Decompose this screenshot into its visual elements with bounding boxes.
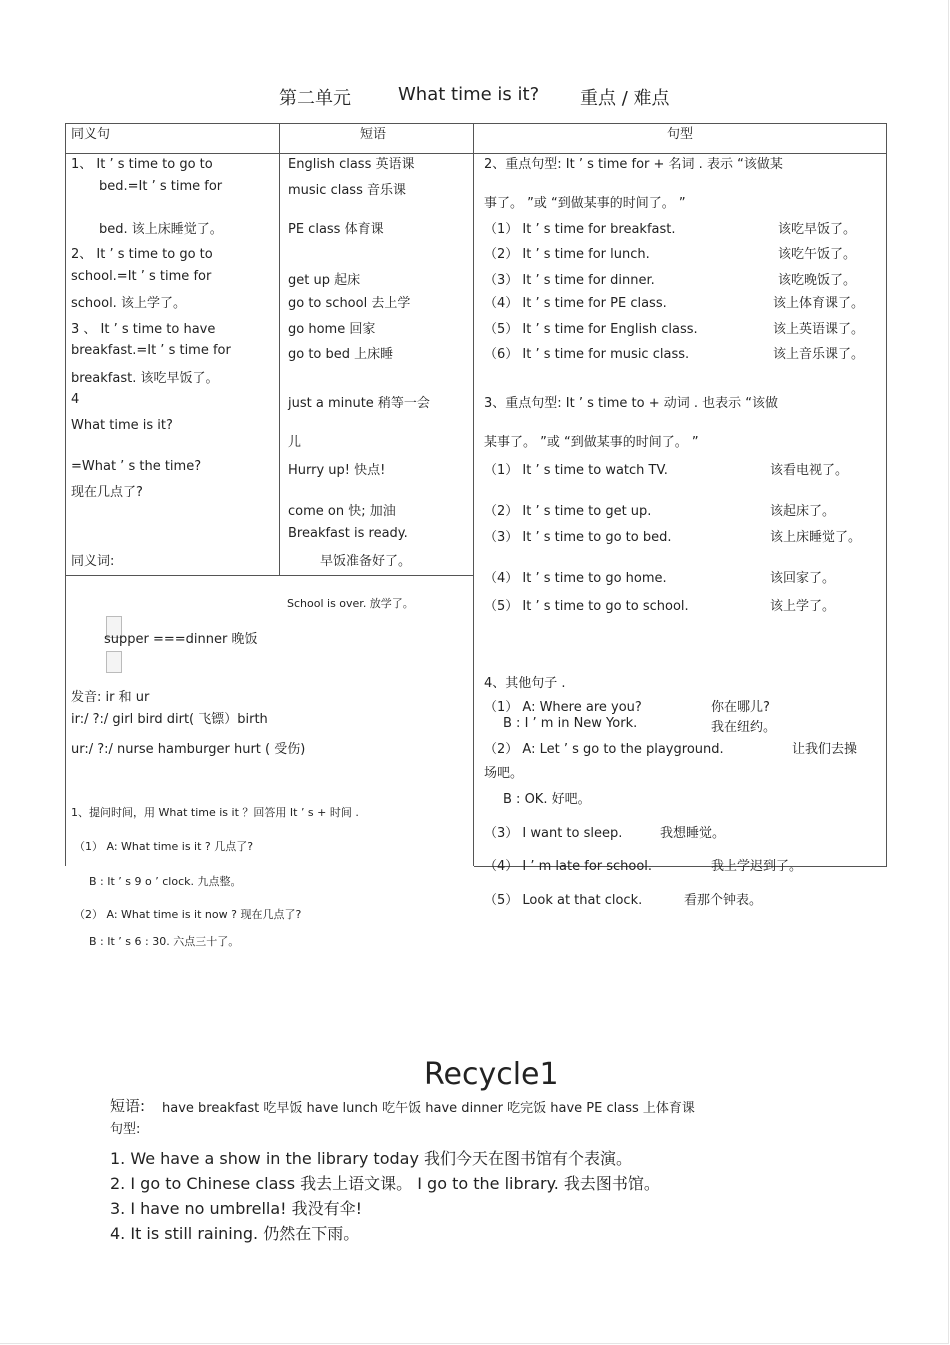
pattern-3-t5: （5） It ’ s time to go to school. (484, 599, 689, 614)
ask-time-1b: B : It ’ s 9 o ’ clock. 九点整。 (89, 875, 242, 888)
pattern-2-s2: （2） It ’ s time for lunch. (484, 247, 650, 262)
synonym-4a: 4 (71, 392, 80, 407)
phrase-8: just a minute 稍等一会 (288, 396, 430, 411)
other-5: （5） Look at that clock. (484, 893, 643, 908)
header-patterns: 句型 (667, 127, 694, 142)
header-synonyms: 同义句 (71, 127, 111, 142)
pattern-2-s4: （4） It ’ s time for PE class. (484, 296, 667, 311)
other-1b-cn: 我在纽约。 (711, 720, 777, 735)
phrase-6: go home 回家 (288, 322, 376, 337)
recycle-sentence-3: 3. I have no umbrella! 我没有伞! (110, 1199, 363, 1218)
pattern-2-heading-cont: 事了。 ”或 “到做某事的时间了。 ” (484, 196, 686, 211)
pattern-3-t3: （3） It ’ s time to go to bed. (484, 530, 672, 545)
other-1a: （1） A: Where are you? (484, 700, 642, 715)
page-title: What time is it? (398, 84, 540, 105)
table-top-border (65, 123, 887, 124)
pattern-3-t4: （4） It ’ s time to go home. (484, 571, 667, 586)
table-left-border (65, 123, 66, 866)
other-2a-cn: 让我们去操 (792, 742, 858, 757)
pattern-2-s6: （6） It ’ s time for music class. (484, 347, 690, 362)
phrase-11: Breakfast is ready. (288, 526, 408, 541)
pattern-2-s2-cn: 该吃午饭了。 (778, 247, 857, 262)
synonym-2b: school.=It ’ s time for (71, 269, 212, 284)
recycle-phrases: have breakfast 吃早饭 have lunch 吃午饭 have dinner 吃完饭 have PE class 上体育课 (162, 1101, 695, 1116)
synonym-2c: school. 该上学了。 (71, 296, 186, 311)
table-left-divider (65, 575, 474, 576)
synonym-1c: bed. 该上床睡觉了。 (99, 222, 223, 237)
ask-time-2a: （2） A: What time is it now ? 现在几点了? (74, 908, 302, 921)
recycle-phrases-label: 短语: (110, 1097, 146, 1115)
table-col-divider-2 (473, 123, 474, 866)
focus-label: 重点 / 难点 (580, 88, 670, 109)
ask-time-1a: （1） A: What time is it ? 几点了? (74, 840, 254, 853)
recycle-sentence-1: 1. We have a show in the library today 我们今天在图书馆有个表演。 (110, 1149, 632, 1168)
synonym-3a: 3 、 It ’ s time to have (71, 322, 216, 337)
unit-label: 第二单元 (279, 88, 351, 109)
synonym-1a: 1、 It ’ s time to go to (71, 157, 213, 172)
pattern-2-s3-cn: 该吃晚饭了。 (778, 273, 857, 288)
synonym-3c: breakfast. 该吃早饭了。 (71, 371, 219, 386)
synonym-2a: 2、 It ’ s time to go to (71, 247, 213, 262)
phrase-1: English class 英语课 (288, 157, 415, 172)
synonym-supper-dinner: supper ===dinner 晚饭 (104, 632, 258, 647)
pattern-2-s5: （5） It ’ s time for English class. (484, 322, 698, 337)
ask-time-heading: 1、提问时间，用 What time is it ？回答用 It ’ s + 时间 . (71, 806, 359, 819)
other-4-cn: 我上学迟到了。 (711, 859, 803, 874)
phrase-8-cont: 儿 (288, 435, 302, 450)
ask-time-2b: B : It ’ s 6 : 30. 六点三十了。 (89, 935, 240, 948)
other-2a-cont: 场吧。 (484, 766, 524, 781)
synonym-3b: breakfast.=It ’ s time for (71, 343, 231, 358)
pattern-2-s1: （1） It ’ s time for breakfast. (484, 222, 676, 237)
other-3: （3） I want to sleep. (484, 826, 623, 841)
recycle-patterns-label: 句型: (110, 1122, 141, 1137)
pattern-2-s3: （3） It ’ s time for dinner. (484, 273, 655, 288)
image-placeholder-icon (106, 651, 122, 673)
pattern-3-heading-cont: 某事了。 ”或 “到做某事的时间了。 ” (484, 435, 699, 450)
pattern-3-t4-cn: 该回家了。 (770, 571, 836, 586)
synonym-words-label: 同义词: (71, 554, 115, 569)
phrase-5: go to school 去上学 (288, 296, 411, 311)
pattern-3-t2: （2） It ’ s time to get up. (484, 504, 652, 519)
other-2b: B : OK. 好吧。 (503, 792, 591, 807)
pattern-3-t1-cn: 该看电视了。 (770, 463, 849, 478)
other-1b: B : I ’ m in New York. (503, 716, 638, 731)
phrase-7: go to bed 上床睡 (288, 347, 394, 362)
synonym-4d: 现在几点了? (71, 485, 143, 500)
pattern-2-s5-cn: 该上英语课了。 (773, 322, 865, 337)
other-1a-cn: 你在哪儿? (711, 700, 770, 715)
phrase-10: come on 快; 加油 (288, 504, 396, 519)
pattern-3-t3-cn: 该上床睡觉了。 (770, 530, 862, 545)
synonym-1b: bed.=It ’ s time for (99, 179, 223, 194)
pattern-2-s1-cn: 该吃早饭了。 (778, 222, 857, 237)
table-right-border (886, 123, 887, 866)
pattern-2-s4-cn: 该上体育课了。 (773, 296, 865, 311)
pronunciation-ur: ur:/ ?:/ nurse hamburger hurt ( 受伤) (71, 742, 306, 757)
pattern-3-heading: 3、重点句型: It ’ s time to + 动词 . 也表示 “该做 (484, 396, 778, 411)
header-phrases: 短语 (360, 127, 387, 142)
recycle-sentence-4: 4. It is still raining. 仍然在下雨。 (110, 1224, 360, 1243)
pattern-2-s6-cn: 该上音乐课了。 (773, 347, 865, 362)
recycle-title: Recycle1 (424, 1057, 559, 1092)
other-sentences-heading: 4、其他句子 . (484, 676, 566, 691)
pattern-3-t1: （1） It ’ s time to watch TV. (484, 463, 668, 478)
phrase-9: Hurry up! 快点! (288, 463, 386, 478)
recycle-sentence-2: 2. I go to Chinese class 我去上语文课。 I go to the library. 我去图书馆。 (110, 1174, 660, 1193)
pattern-3-t2-cn: 该起床了。 (770, 504, 836, 519)
other-5-cn: 看那个钟表。 (684, 893, 763, 908)
synonym-4b: What time is it? (71, 418, 173, 433)
table-col-divider-1 (279, 123, 280, 575)
phrase-3: PE class 体育课 (288, 222, 384, 237)
phrase-2: music class 音乐课 (288, 183, 406, 198)
pattern-2-heading: 2、重点句型: It ’ s time for + 名词 . 表示 “该做某 (484, 157, 783, 172)
pattern-3-t5-cn: 该上学了。 (770, 599, 836, 614)
phrase-11-cn: 早饭准备好了。 (320, 554, 412, 569)
phrase-12: School is over. 放学了。 (287, 597, 414, 610)
other-2a: （2） A: Let ’ s go to the playground. (484, 742, 724, 757)
pronunciation-heading: 发音: ir 和 ur (71, 690, 150, 705)
pronunciation-ir: ir:/ ?:/ girl bird dirt( 飞镖）birth (71, 712, 268, 727)
phrase-4: get up 起床 (288, 273, 361, 288)
other-3-cn: 我想睡觉。 (660, 826, 726, 841)
other-4: （4） I ’ m late for school. (484, 859, 653, 874)
synonym-4c: =What ’ s the time? (71, 459, 202, 474)
